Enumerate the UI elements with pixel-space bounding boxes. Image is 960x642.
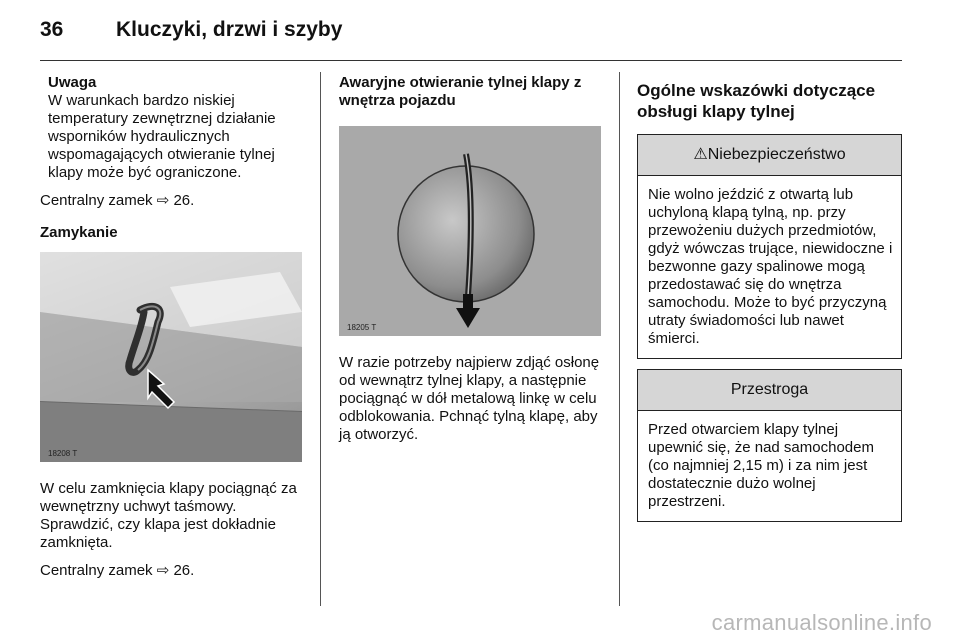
section-title: Ogólne wskazówki dotyczące obsługi klapy tylnej	[637, 81, 876, 121]
closing-heading: Zamykanie	[40, 224, 118, 241]
cover-drawing	[339, 126, 601, 336]
danger-header	[638, 135, 901, 176]
note-text: W warunkach bardzo niskiej temperatury zewnętrznej działanie wsporników hydraulicznych wspomagających otwieranie tylnej klapy może być ograniczone.	[48, 92, 276, 181]
caution-box	[637, 369, 902, 522]
danger-title: Niebezpieczeństwo	[707, 146, 846, 163]
emergency-release-illustration	[339, 126, 601, 336]
caution-title: Przestroga	[638, 370, 901, 411]
image-code-2: 18205 T	[347, 323, 377, 332]
cross-reference-2: Centralny zamek ⇨ 26.	[40, 562, 195, 579]
column-3	[637, 74, 902, 532]
page-header	[40, 18, 342, 42]
emergency-heading: Awaryjne otwieranie tylnej klapy z wnętrza pojazdu	[339, 74, 582, 109]
header-rule	[40, 60, 902, 61]
caution-text: Przed otwarciem klapy tylnej upewnić się, że nad samochodem (co najmniej 2,15 m) i za nim jest dostatecznie dużo wolnej przestrzeni.	[648, 421, 874, 510]
watermark: carmanualsonline.info	[711, 610, 932, 635]
cross-reference: Centralny zamek ⇨ 26.	[40, 192, 195, 209]
strap-drawing	[40, 252, 302, 462]
emergency-text: W razie potrzeby najpierw zdjąć osłonę od wewnątrz tylnej klapy, a następnie pociągnąć w dół metalową linkę w celu odblokowania. Pchnąć tylną klapę, aby ją otworzyć.	[339, 354, 600, 443]
column-2	[339, 74, 607, 454]
note-title: Uwaga	[48, 74, 97, 91]
warning-triangle-icon: ⚠	[693, 146, 708, 163]
danger-text: Nie wolno jeździć z otwartą lub uchyloną klapą tylną, np. przy przewożeniu dużych przedmiotów, gdyż wówczas trujące, niewidoczne i bezwonne gazy spalinowe mogą przedostawać się do wnętrza samochodu. Może to być przyczyną utraty świadomości lub nawet śmierci.	[648, 186, 893, 347]
column-divider-1	[320, 72, 321, 606]
page-number: 36	[40, 18, 64, 41]
note-block	[40, 74, 308, 182]
chapter-title: Kluczyki, drzwi i szyby	[116, 18, 343, 41]
tailgate-strap-illustration	[40, 252, 302, 462]
closing-text: W celu zamknięcia klapy pociągnąć za wewnętrzny uchwyt taśmowy. Sprawdzić, czy klapa jest dokładnie zamknięta.	[40, 480, 297, 551]
column-1	[40, 74, 308, 590]
danger-box	[637, 134, 902, 359]
image-code: 18208 T	[48, 449, 78, 458]
column-divider-2	[619, 72, 620, 606]
